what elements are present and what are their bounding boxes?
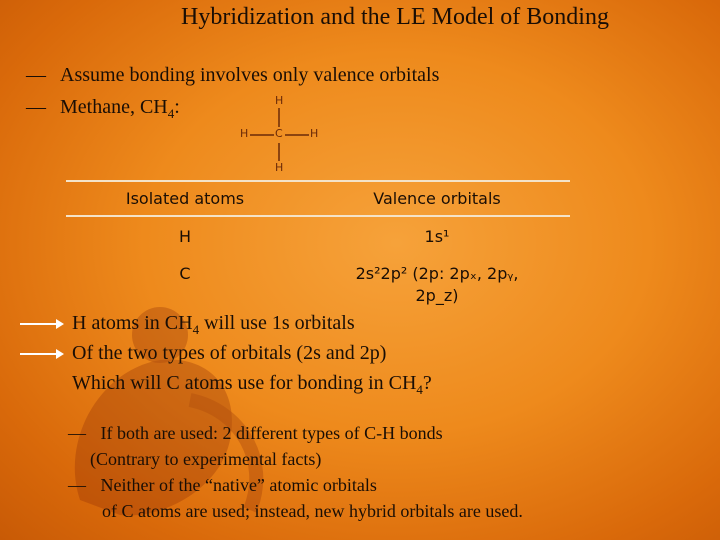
table-header-atoms: Isolated atoms — [125, 189, 245, 208]
table-cell-atom-c: C — [179, 264, 191, 283]
table-header-rule — [66, 215, 570, 217]
arrow-right-icon — [20, 318, 64, 330]
table-cell-atom-h: H — [178, 227, 192, 246]
bond-lines — [230, 94, 330, 176]
atom-h-right: H — [310, 127, 319, 140]
bullet-text: Assume bonding involves only valence orbitals — [60, 64, 440, 86]
methane-structure — [230, 94, 330, 176]
lower-item-neither-used — [68, 475, 377, 496]
subscript: 4 — [167, 106, 175, 121]
arrow-item-orbital-types — [20, 342, 386, 365]
table-cell-orbitals-c-line1: 2s²2p² (2p: 2pₓ, 2pᵧ, — [355, 264, 519, 283]
arrow-item-text-suffix: will use 1s orbitals — [199, 312, 355, 334]
table-top-rule — [66, 180, 570, 182]
lower-line2: (Contrary to experimental facts) — [90, 449, 322, 469]
lower-dash: — — [68, 423, 86, 443]
subscript: 4 — [192, 322, 200, 337]
arrow-item-h-atoms — [20, 312, 355, 338]
lower-dash: — — [68, 475, 86, 495]
lower-line2: of C atoms are used; instead, new hybrid orbitals are used. — [102, 501, 523, 521]
lower-line1: If both are used: 2 different types of C-H bonds — [100, 423, 443, 443]
atom-h-left: H — [240, 127, 249, 140]
bullet-valence — [26, 64, 439, 87]
question-suffix: ? — [422, 372, 432, 394]
lower-line1: Neither of the “native” atomic orbitals — [100, 475, 377, 495]
arrow-right-icon — [20, 348, 64, 360]
bullet-dash: — — [26, 96, 46, 118]
question-line — [72, 372, 432, 398]
arrow-item-text: H atoms in CH — [72, 312, 193, 334]
slide-title: Hybridization and the LE Model of Bonding — [181, 4, 609, 30]
table-header-orbitals: Valence orbitals — [373, 189, 501, 208]
arrow-item-text: Of the two types of orbitals (2s and 2p) — [72, 342, 387, 364]
question-text: Which will C atoms use for bonding in CH — [72, 372, 417, 394]
atom-c-center: C — [275, 127, 283, 140]
lower-item-both-used — [68, 423, 443, 444]
atom-h-bottom: H — [275, 161, 284, 174]
bullet-methane — [26, 96, 180, 122]
table-cell-orbitals-c-line2: 2p_z) — [415, 286, 459, 305]
bullet-dash: — — [26, 64, 46, 86]
subscript: 4 — [416, 382, 423, 397]
atom-h-top: H — [275, 94, 284, 107]
bullet-text: Methane, CH — [60, 96, 168, 118]
table-cell-orbitals-h: 1s¹ — [424, 227, 450, 246]
bullet-text-suffix: : — [174, 96, 180, 118]
